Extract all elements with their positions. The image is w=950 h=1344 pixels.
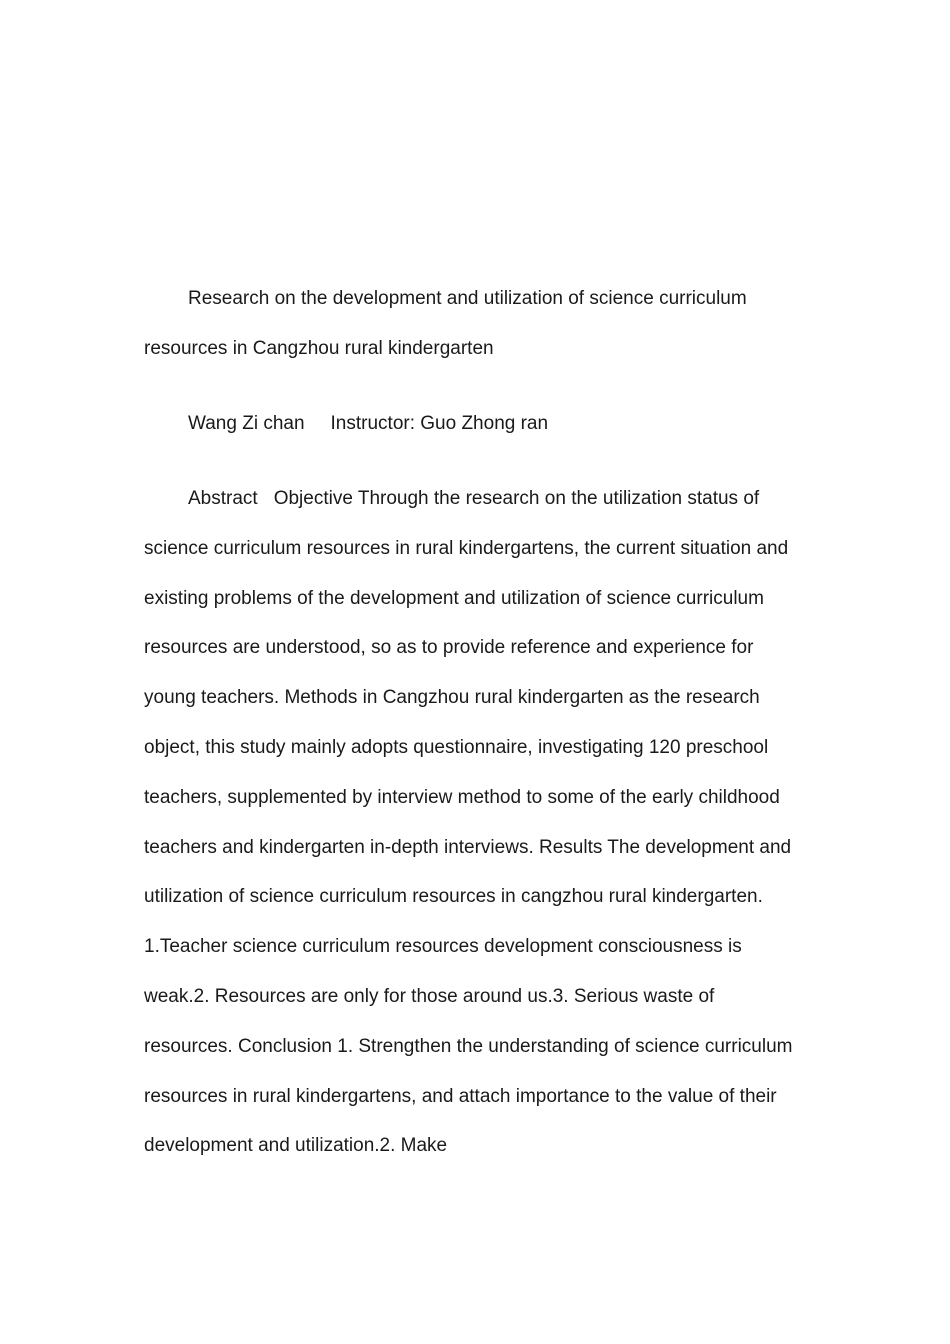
abstract-text: Objective Through the research on the utilization status of science curriculum resources in rural kindergartens, the current situation and existing problems of the development and utilization of science curriculum resources are understood, so as to provide reference and experience for young teachers. Methods in Cangzhou rural kindergarten as the research object, this study mainly adopts questionnaire, investigating 120 preschool teachers, supplemented by interview method to some of the early childhood teachers and kindergarten in-depth interviews. Results The development and utilization of science curriculum resources in cangzhou rural kindergarten. 1.Teacher science curriculum resources development consciousness is weak.2. Resources are only for those around us.3. Serious waste of resources. Conclusion 1. Strengthen the understanding of science curriculum resources in rural kindergartens, and attach importance to the value of their development and utilization.2. Make — [144, 488, 793, 1157]
abstract-paragraph — [144, 474, 806, 1171]
abstract-label: Abstract — [188, 488, 258, 509]
instructor-name: Instructor: Guo Zhong ran — [330, 413, 549, 434]
document-title: Research on the development and utilization of science curriculum resources in Cangzhou rural kindergarten — [144, 288, 747, 359]
author-name: Wang Zi chan — [188, 413, 305, 434]
author-line — [144, 399, 806, 449]
